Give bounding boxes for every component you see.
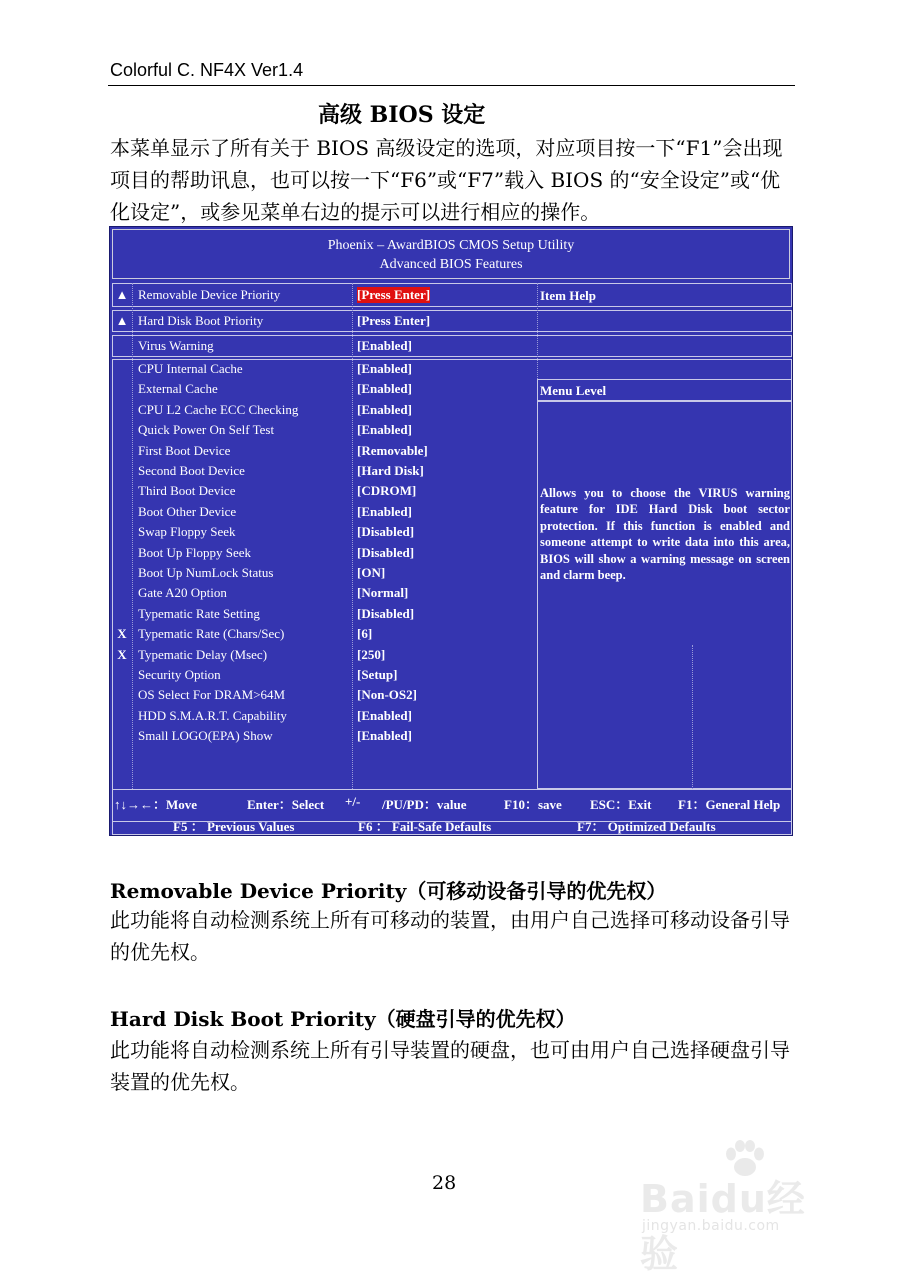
menu-level-heading: Menu Level xyxy=(540,383,607,398)
key-hint-previous: F5 ： Previous Values xyxy=(173,819,295,834)
row-marker: X xyxy=(117,646,127,662)
submenu-arrow-icon: ▲ xyxy=(115,313,129,328)
setting-value[interactable]: [Enabled] xyxy=(357,401,412,417)
setting-label: Boot Up NumLock Status xyxy=(138,565,274,580)
bios-title-page: Advanced BIOS Features xyxy=(379,257,523,272)
key-hint-move: ↑↓→←：Move xyxy=(114,797,198,812)
setting-label: Typematic Delay (Msec) xyxy=(138,646,268,662)
baidu-watermark xyxy=(640,1140,840,1276)
bios-setting-row[interactable] xyxy=(110,338,794,358)
setting-label: Gate A20 Option xyxy=(138,585,227,601)
setting-value[interactable]: [Enabled] xyxy=(357,361,412,376)
help-description: Allows you to choose the VIRUS warning feature for IDE Hard Disk boot sector protection. If this function is enabled and someone attempt to write data into this area, BIOS will show a warning message on screen and clarm beep. xyxy=(540,486,790,583)
removable-priority-heading: Removable Device Priority（可移动设备引导的优先权） xyxy=(110,879,667,903)
key-hint-select: Enter：Select xyxy=(247,797,325,812)
key-hint-plus-minus: +/- xyxy=(345,794,361,809)
setting-value[interactable]: [Disabled] xyxy=(357,544,415,560)
bios-setting-row[interactable] xyxy=(110,287,794,307)
setting-value[interactable]: [Hard Disk] xyxy=(357,463,424,478)
key-hint-exit: ESC：Exit xyxy=(590,797,652,812)
setting-value[interactable]: [Setup] xyxy=(357,667,398,682)
bios-setting-row[interactable] xyxy=(110,647,794,667)
bios-setting-row[interactable] xyxy=(110,606,794,626)
setting-label: CPU L2 Cache ECC Checking xyxy=(138,401,299,417)
setting-value[interactable]: [Enabled] xyxy=(357,381,412,397)
setting-value[interactable]: [Non-OS2] xyxy=(357,687,417,703)
bios-setting-row[interactable] xyxy=(110,313,794,333)
setting-label: Security Option xyxy=(138,667,221,682)
bios-setting-row[interactable] xyxy=(110,524,794,544)
setting-label: CPU Internal Cache xyxy=(138,361,243,376)
setting-label: Typematic Rate (Chars/Sec) xyxy=(138,626,285,642)
harddisk-priority-text: 此功能将自动检测系统上所有引导装置的硬盘，也可由用户自己选择硬盘引导装置的优先权。 xyxy=(110,1038,790,1094)
setting-label: Typematic Rate Setting xyxy=(138,605,260,621)
bios-setting-row[interactable] xyxy=(110,361,794,381)
setting-value[interactable]: [Enabled] xyxy=(357,707,412,723)
setting-value[interactable]: [Removable] xyxy=(357,442,428,458)
setting-label: Boot Up Floppy Seek xyxy=(138,544,252,560)
bios-setting-row[interactable] xyxy=(110,545,794,565)
bios-setting-row[interactable] xyxy=(110,728,794,748)
setting-label: Small LOGO(EPA) Show xyxy=(138,728,273,744)
item-help-heading: Item Help xyxy=(540,288,596,303)
setting-label: Hard Disk Boot Priority xyxy=(138,313,264,328)
setting-label: Swap Floppy Seek xyxy=(138,524,236,540)
setting-label: OS Select For DRAM>64M xyxy=(138,687,286,703)
setting-value[interactable]: [6] xyxy=(357,626,373,642)
bios-title-utility: Phoenix – AwardBIOS CMOS Setup Utility xyxy=(327,238,575,253)
removable-priority-text: 此功能将自动检测系统上所有可移动的装置，由用户自己选择可移动设备引导的优先权。 xyxy=(110,908,790,964)
setting-value[interactable]: [Disabled] xyxy=(357,524,415,540)
watermark-url: jingyan.baidu.com xyxy=(642,1218,780,1234)
setting-value[interactable]: [250] xyxy=(357,646,386,662)
key-hint-value: /PU/PD：value xyxy=(382,797,467,812)
bios-setting-row[interactable] xyxy=(110,504,794,524)
harddisk-priority-heading: Hard Disk Boot Priority（硬盘引导的优先权） xyxy=(110,1007,576,1031)
setting-label: First Boot Device xyxy=(138,442,231,458)
setting-value[interactable]: [Press Enter] xyxy=(357,313,431,328)
bios-setting-row[interactable] xyxy=(110,483,794,503)
setting-value[interactable]: [CDROM] xyxy=(357,483,417,499)
bios-setting-row[interactable] xyxy=(110,626,794,646)
setting-value[interactable]: [ON] xyxy=(357,565,386,580)
setting-label: Boot Other Device xyxy=(138,503,237,519)
submenu-arrow-icon: ▲ xyxy=(115,287,129,302)
setting-value[interactable]: [Enabled] xyxy=(357,728,412,744)
bios-setting-row[interactable] xyxy=(110,585,794,605)
bios-setting-row[interactable] xyxy=(110,443,794,463)
header-rule xyxy=(108,85,795,86)
bios-setting-row[interactable] xyxy=(110,708,794,728)
setting-label: Quick Power On Self Test xyxy=(138,422,275,438)
bios-setting-row[interactable] xyxy=(110,667,794,687)
key-hint-failsafe: F6 ： Fail-Safe Defaults xyxy=(358,819,492,834)
bios-setting-row[interactable] xyxy=(110,565,794,585)
key-hint-optimized: F7： Optimized Defaults xyxy=(577,819,716,834)
bios-setting-row[interactable] xyxy=(110,422,794,442)
bios-setting-row[interactable] xyxy=(110,463,794,483)
document-header: Colorful C. NF4X Ver1.4 xyxy=(110,60,304,80)
section-title: 高级 BIOS 设定 xyxy=(318,102,486,128)
setting-value[interactable]: [Enabled] xyxy=(357,422,412,438)
setting-value[interactable]: [Disabled] xyxy=(357,605,415,621)
setting-value[interactable]: [Press Enter] xyxy=(357,287,431,302)
bios-title-box xyxy=(112,229,790,279)
intro-paragraph: 本菜单显示了所有关于 BIOS 高级设定的选项，对应项目按一下“F1”会出现项目的帮助讯息，也可以按一下“F6”或“F7”载入 BIOS 的“安全设定”或“优化设定”，或参见菜单右边的提示可以进行相应的操作。 xyxy=(110,136,783,224)
bios-setting-row[interactable] xyxy=(110,687,794,707)
key-hint-save: F10：save xyxy=(504,797,562,812)
page-number: 28 xyxy=(432,1172,457,1194)
bios-screenshot xyxy=(109,226,793,836)
setting-value[interactable]: [Enabled] xyxy=(357,338,412,353)
setting-label: Second Boot Device xyxy=(138,463,245,478)
key-hint-help: F1：General Help xyxy=(678,797,781,812)
setting-value[interactable]: [Normal] xyxy=(357,585,409,601)
setting-label: External Cache xyxy=(138,381,218,397)
setting-value[interactable]: [Enabled] xyxy=(357,503,412,519)
watermark-brand: Baidu经验 xyxy=(640,1177,806,1276)
setting-label: Third Boot Device xyxy=(138,483,236,499)
setting-label: Virus Warning xyxy=(138,338,214,353)
row-marker: X xyxy=(117,626,127,642)
setting-label: HDD S.M.A.R.T. Capability xyxy=(138,707,287,723)
bios-setting-row[interactable] xyxy=(110,402,794,422)
setting-label: Removable Device Priority xyxy=(138,287,281,302)
bios-setting-row[interactable] xyxy=(110,381,794,401)
